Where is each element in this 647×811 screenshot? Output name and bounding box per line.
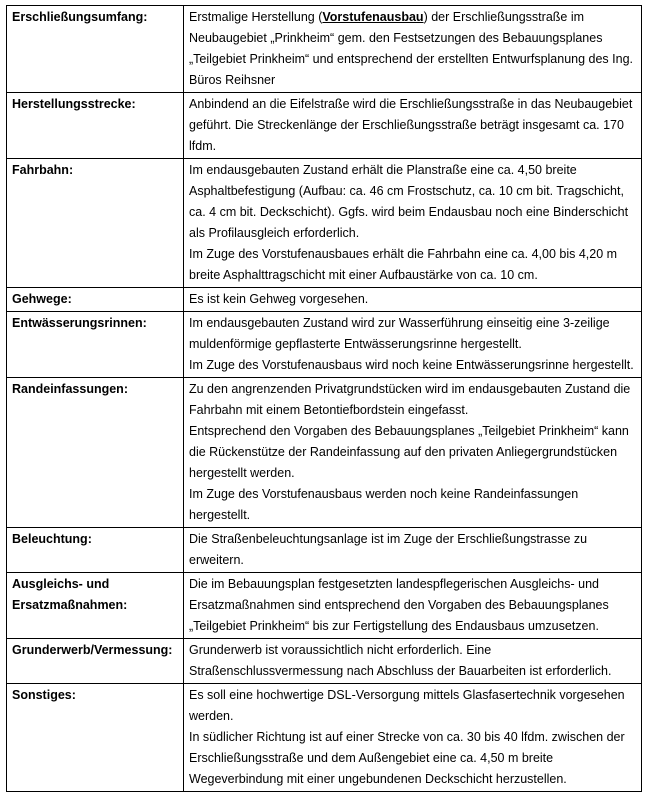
row-content [184, 6, 642, 93]
row-content [184, 378, 642, 528]
specification-table-body [7, 6, 642, 792]
specification-table [6, 5, 642, 792]
row-label: Randeinfassungen: [7, 378, 184, 528]
row-label: Erschließungsumfang: [7, 6, 184, 93]
paragraph-text-after: ) der Erschließungsstraße im Neubaugebiet „Prinkheim“ gem. den Festsetzungen des Bebauungsplanes „Teilgebiet Prinkheim“ und entsprechend der erstellten Entwurfsplanung des Ing. Büros Reihsner [189, 10, 634, 87]
table-row [7, 573, 642, 639]
content-paragraph: Im Zuge des Vorstufenausbaus wird noch keine Entwässerungsrinne hergestellt. [189, 358, 634, 372]
table-row [7, 528, 642, 573]
paragraph-text-before: Erstmalige Herstellung ( [189, 10, 323, 24]
table-row [7, 684, 642, 792]
row-content [184, 639, 642, 684]
content-paragraph: Es ist kein Gehweg vorgesehen. [189, 292, 369, 306]
row-label: Ausgleichs- und Ersatzmaßnahmen: [7, 573, 184, 639]
content-paragraph: Entsprechend den Vorgaben des Bebauungsplanes „Teilgebiet Prinkheim“ kann die Rückenstütze der Randeinfassung auf den privaten Anliegergrundstücken hergestellt werden. [189, 424, 629, 480]
content-paragraph: Zu den angrenzenden Privatgrundstücken wird im endausgebauten Zustand die Fahrbahn mit einem Betontiefbordstein eingefasst. [189, 382, 631, 417]
row-content [184, 573, 642, 639]
table-row [7, 312, 642, 378]
table-row [7, 378, 642, 528]
row-content [184, 93, 642, 159]
row-content [184, 159, 642, 288]
row-label: Sonstiges: [7, 684, 184, 792]
row-label: Entwässerungsrinnen: [7, 312, 184, 378]
row-label: Grunderwerb/Vermessung: [7, 639, 184, 684]
content-paragraph: Im Zuge des Vorstufenausbaues erhält die Fahrbahn eine ca. 4,00 bis 4,20 m breite Asphalttragschicht mit einer Aufbaustärke von ca. 10 cm. [189, 247, 618, 282]
row-content [184, 312, 642, 378]
table-row [7, 159, 642, 288]
content-paragraph: Die Straßenbeleuchtungsanlage ist im Zuge der Erschließungstrasse zu erweitern. [189, 532, 588, 567]
row-content [184, 684, 642, 792]
table-row [7, 93, 642, 159]
content-paragraph: Grunderwerb ist voraussichtlich nicht erforderlich. Eine Straßenschlussvermessung nach Abschluss der Bauarbeiten ist erforderlich. [189, 643, 612, 678]
content-paragraph: In südlicher Richtung ist auf einer Strecke von ca. 30 bis 40 lfdm. zwischen der Erschließungsstraße und dem Außengebiet eine ca. 4,50 m breite Wegeverbindung mit einer ungebundenen Deckschicht herzustellen. [189, 730, 625, 786]
table-row [7, 288, 642, 312]
emphasized-term: Vorstufenausbau [322, 10, 424, 24]
row-label: Gehwege: [7, 288, 184, 312]
content-paragraph: Anbindend an die Eifelstraße wird die Erschließungsstraße in das Neubaugebiet geführt. Die Streckenlänge der Erschließungsstraße beträgt insgesamt ca. 170 lfdm. [189, 97, 633, 153]
content-paragraph: Es soll eine hochwertige DSL-Versorgung mittels Glasfasertechnik vorgesehen werden. [189, 688, 625, 723]
table-row [7, 639, 642, 684]
row-content [184, 288, 642, 312]
row-content [184, 528, 642, 573]
row-label: Fahrbahn: [7, 159, 184, 288]
content-paragraph: Im endausgebauten Zustand erhält die Planstraße eine ca. 4,50 breite Asphaltbefestigung (Aufbau: ca. 46 cm Frostschutz, ca. 10 cm bit. Tragschicht, ca. 4 cm bit. Deckschicht). Ggfs. wird beim Endausbau noch eine Binderschicht als Profilausgleich erforderlich. [189, 163, 629, 240]
row-label: Beleuchtung: [7, 528, 184, 573]
content-paragraph: Im Zuge des Vorstufenausbaus werden noch keine Randeinfassungen hergestellt. [189, 487, 579, 522]
content-paragraph [189, 7, 637, 91]
content-paragraph: Die im Bebauungsplan festgesetzten landespflegerischen Ausgleichs- und Ersatzmaßnahmen sind entsprechend den Vorgaben des Bebauungsplanes „Teilgebiet Prinkheim“ bis zur Fertigstellung des Endausbaus umzusetzen. [189, 577, 609, 633]
content-paragraph: Im endausgebauten Zustand wird zur Wasserführung einseitig eine 3-zeilige muldenförmige gepflasterte Entwässerungsrinne hergestellt. [189, 316, 610, 351]
row-label: Herstellungsstrecke: [7, 93, 184, 159]
table-row [7, 6, 642, 93]
